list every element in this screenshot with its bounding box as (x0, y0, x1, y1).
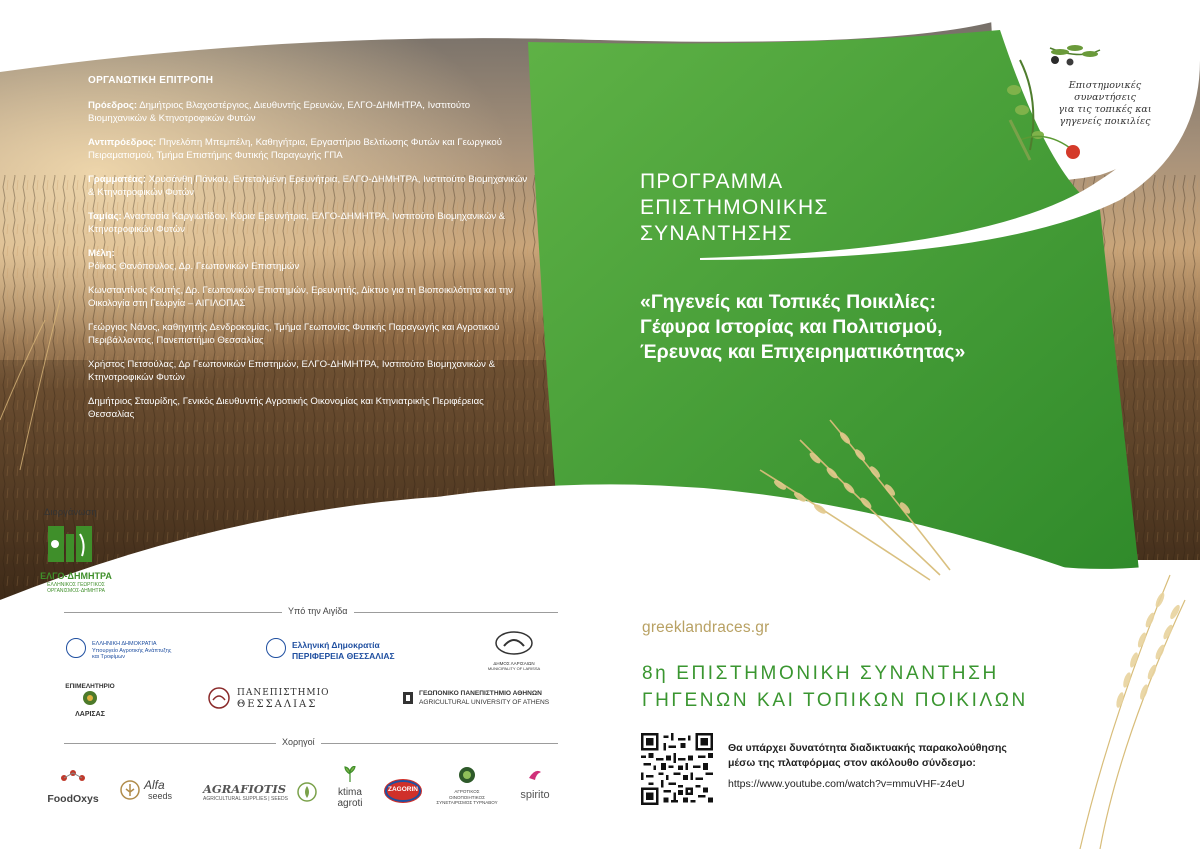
members-title: Μέλη: (88, 248, 115, 259)
chamber-line: ΛΑΡΙΣΑΣ (75, 711, 105, 718)
ktima-name: ktima (338, 787, 362, 798)
tyrnavos-line: ΣΥΝΕΤΑΙΡΙΣΜΟΣ ΤΥΡΝΑΒΟΥ (436, 800, 498, 805)
committee-treasurer (88, 210, 528, 236)
spirito-name: spirito (520, 789, 550, 801)
agrafiotis-name: AGRAFIOTIS (203, 782, 287, 796)
uth-line: ΘΕΣΣΑΛΙΑΣ (237, 699, 318, 710)
program-title-line: ΣΥΝΑΝΤΗΣΗΣ (640, 222, 793, 245)
chamber-emblem-icon (76, 690, 104, 706)
sponsors-label: Χορηγοί (276, 737, 321, 747)
qr-code (641, 733, 713, 805)
streaming-info (728, 741, 1068, 771)
treasurer-role: Ταμίας: (88, 211, 122, 222)
meeting-subject (640, 290, 1110, 365)
tyrnavos-line: ΑΓΡΟΤΙΚΟΣ ΟΙΝΟΠΟΙΗΤΙΚΟΣ (449, 789, 485, 800)
ktima-agroti-logo (330, 766, 370, 809)
committee-vice-president (88, 136, 528, 162)
vice-text: Πηνελόπη Μπεμπέλη, Καθηγήτρια, Εργαστήριο Βελτίωσης Φυτών και Γεωργικού Πειραματισμού, Τμήμα Επιστήμης Φυτικής Παραγωγής ΓΠΑ (88, 137, 502, 161)
ministry-line: ΕΛΛΗΝΙΚΗ ΔΗΜΟΚΡΑΤΙΑ (92, 641, 157, 647)
elgo-subtitle: ΕΛΛΗΝΙΚΟΣ ΓΕΩΡΓΙΚΟΣ ΟΡΓΑΝΙΣΜΟΣ-ΔΗΜΗΤΡΑ (47, 582, 105, 594)
agrafiotis-sub: AGRICULTURAL SUPPLIES | SEEDS (203, 796, 288, 802)
aua-line: ΓΕΩΠΟΝΙΚΟ ΠΑΝΕΠΙΣΤΗΜΙΟ ΑΘΗΝΩΝ (419, 690, 542, 697)
program-title-line: ΕΠΙΣΤΗΜΟΝΙΚΗΣ (640, 196, 829, 219)
subject-line: Έρευνας και Επιχειρηματικότητας» (640, 341, 966, 363)
meeting-title (642, 660, 1028, 714)
chamber-line: ΕΠΙΜΕΛΗΤΗΡΙΟ (65, 683, 115, 690)
zagorin-logo (383, 778, 423, 804)
zagorin-name: ZAGORIN (388, 786, 418, 793)
ktima-sub: agroti (337, 798, 363, 809)
elgo-name: ΕΛΓΟ-ΔΗΜΗΤΡΑ (40, 571, 112, 581)
member-item: Κωνσταντίνος Κουτής, Δρ. Γεωπονικών Επιστημών, Ερευνητής, Δίκτυο για τη Βιοποικιλότητα και την Οικολογία στη Γεωργία – ΑΙΓΙΛΟΠΑΣ (88, 285, 513, 309)
vice-role: Αντιπρόεδρος: (88, 137, 157, 148)
streaming-info-line: μέσω της πλατφόρμας στον ακόλουθο σύνδεσμο: (728, 757, 976, 769)
alfa-leaf-icon (120, 780, 140, 800)
agrafiotis-emblem-icon (297, 782, 317, 802)
municipality-line: MUNICIPALITY OF LARISSA (487, 666, 541, 671)
alfa-sub: seeds (148, 791, 173, 801)
event-logo (1000, 40, 1170, 170)
organizing-committee (88, 74, 528, 432)
secretary-text: Χρυσάνθη Πάνκου, Εντεταλμένη Ερευνήτρια, ΕΛΓΟ-ΔΗΜΗΤΡΑ, Ινστιτούτο Βιομηχανικών & Κτηνοτροφικών Φυτών (88, 174, 528, 198)
region-line: ΠΕΡΙΦΕΡΕΙΑ ΘΕΣΣΑΛΙΑΣ (292, 651, 395, 661)
member-item: Γεώργιος Νάνος, καθηγητής Δενδροκομίας, Τμήμα Γεωπονίας Φυτικής Παραγωγής και Αγροτικού Περιβάλλοντος, Πανεπιστήμιο Θεσσαλίας (88, 322, 500, 346)
subject-line: Γέφυρα Ιστορίας και Πολιτισμού, (640, 316, 943, 338)
tyrnavos-emblem-icon (458, 766, 476, 784)
meeting-title-line: 8η ΕΠΙΣΤΗΜΟΝΙΚΗ ΣΥΝΑΝΤΗΣΗ (642, 663, 999, 684)
committee-heading: ΟΡΓΑΝΩΤΙΚΗ ΕΠΙΤΡΟΠΗ (88, 75, 214, 86)
subject-line: «Γηγενείς και Τοπικές Ποικιλίες: (640, 291, 936, 313)
chamber-larissa-logo (60, 683, 120, 718)
foodoxys-logo (40, 768, 106, 805)
uth-emblem-icon (207, 686, 231, 710)
member-item: Ρόϊκος Θανόπουλος, Δρ. Γεωπονικών Επιστημών (88, 261, 300, 272)
president-text: Δημήτριος Βλαχοστέργιος, Διευθυντής Ερευνών, ΕΛΓΟ-ΔΗΜΗΤΡΑ, Ινστιτούτο Βιομηχανικών & Κτηνοτροφικών Φυτών (88, 100, 471, 124)
ktima-sprout-icon (342, 766, 358, 782)
greek-emblem-icon (266, 638, 286, 658)
member-item: Χρήστος Πετσούλας, Δρ Γεωπονικών Επιστημών, ΕΛΓΟ-ΔΗΜΗΤΡΑ, Ινστιτούτο Βιομηχανικών & Κτηνοτροφικών Φυτών (88, 359, 496, 383)
aua-emblem-icon (401, 690, 415, 706)
municipality-larissa-logo (484, 630, 544, 671)
region-line: Ελληνική Δημοκρατία (292, 640, 380, 650)
meeting-title-line: ΓΗΓΕΝΩΝ ΚΑΙ ΤΟΠΙΚΩΝ ΠΟΙΚΙΛΩΝ (642, 690, 1028, 711)
spirito-bird-icon (526, 766, 544, 784)
event-logo-text: Επιστημονικές συναντήσεις για τις τοπικές και γηγενείς ποικιλίες (1058, 80, 1152, 127)
foodoxys-name: FoodOxys (47, 793, 99, 805)
committee-secretary (88, 173, 528, 199)
ministry-line: Υπουργείο Αγροτικής Ανάπτυξης (92, 647, 172, 654)
president-role: Πρόεδρος: (88, 100, 138, 111)
program-title-line: ΠΡΟΓΡΑΜΜΑ (640, 170, 784, 193)
committee-president (88, 99, 528, 125)
program-title (640, 169, 829, 247)
tyrnavos-coop-logo (436, 766, 498, 806)
spirito-logo (510, 766, 560, 801)
secretary-role: Γραμματέας: (88, 174, 146, 185)
website-url: greeklandraces.gr (642, 619, 770, 636)
ministry-line: και Τροφίμων (92, 654, 126, 660)
youtube-link[interactable]: https://www.youtube.com/watch?v=mmuVHF-z4eU (728, 778, 965, 790)
foodoxys-molecule-icon (56, 768, 90, 788)
uth-line: ΠΑΝΕΠΙΣΤΗΜΙΟ (237, 688, 330, 698)
treasurer-text: Αναστασία Καργιωτίδου, Κύρια Ερευνήτρια, ΕΛΓΟ-ΔΗΜΗΤΡΑ, Ινστιτούτο Βιομηχανικών & Κτηνοτροφικών Φυτών (88, 211, 506, 235)
member-item: Δημήτριος Σταυρίδης, Γενικός Διευθυντής Αγροτικής Οικονομίας και Κτηνιατρικής Περιφέρειας Θεσσαλίας (88, 396, 484, 420)
municipality-emblem-icon (494, 630, 534, 656)
alfa-name: Alfa (144, 778, 165, 792)
aua-line: AGRICULTURAL UNIVERSITY OF ATHENS (419, 699, 550, 706)
greek-emblem-icon (66, 638, 86, 658)
auspices-label: Υπό την Αιγίδα (282, 606, 354, 616)
streaming-info-line: Θα υπάρχει δυνατότητα διαδικτυακής παρακολούθησης (728, 742, 1007, 754)
organizer-label: Διοργάνωση (44, 507, 97, 518)
municipality-line: ΔΗΜΟΣ ΛΑΡΙΣΑΙΩΝ (493, 661, 535, 666)
